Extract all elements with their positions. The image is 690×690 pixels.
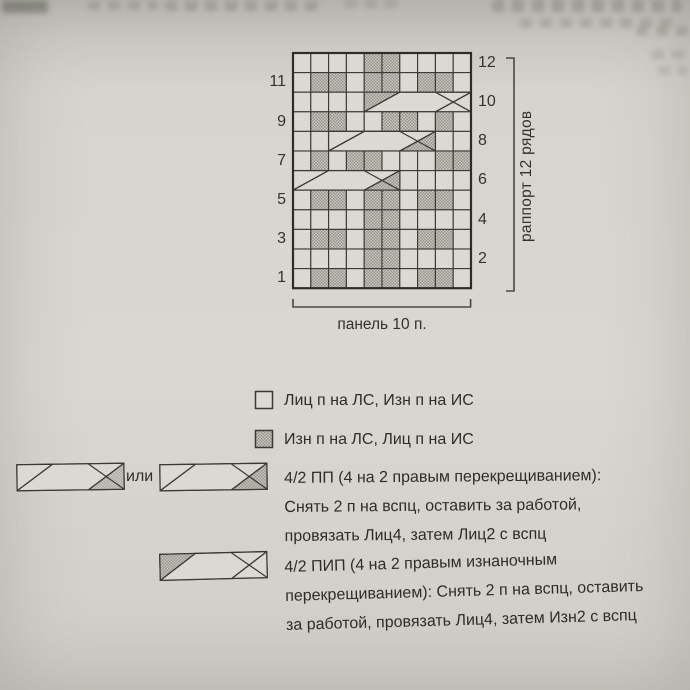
row-number-left-9: 9 <box>277 112 286 130</box>
legend-purl-square <box>256 431 273 448</box>
knitting-chart-grid <box>293 53 471 288</box>
row-number-left-3: 3 <box>277 230 286 248</box>
legend-pp-line-3: провязать Лиц4, затем Лиц2 с вспц <box>284 525 547 545</box>
legend-knit-square <box>256 392 273 409</box>
cable-4-2-pip-row-10 <box>364 92 471 112</box>
legend-pip-line-3: за работой, провязать Лиц4, затем Изн2 с вспц <box>285 607 637 634</box>
legend-or-label: или <box>126 468 154 485</box>
legend-pip-line-1: 4/2 ПИП (4 на 2 правым изнаночным <box>284 551 558 576</box>
row-number-left-11: 11 <box>269 73 286 91</box>
cable-4-2-pp-row-8 <box>329 131 436 151</box>
row-number-left-7: 7 <box>277 151 286 169</box>
legend-pp-description <box>284 461 602 551</box>
legend-pip-description <box>284 543 645 640</box>
row-number-right-8: 8 <box>478 132 487 150</box>
row-number-left-5: 5 <box>277 191 286 208</box>
row-number-right-10: 10 <box>478 93 496 110</box>
legend-pp-symbol-variant-1 <box>17 463 124 490</box>
cable-4-2-pp-row-6 <box>293 171 400 191</box>
row-number-left-1: 1 <box>277 269 286 287</box>
legend-pp-line-1: 4/2 ПП (4 на 2 правым перекрещиванием): <box>284 467 602 487</box>
legend-pp-symbol-variant-2 <box>160 463 267 490</box>
rapport-bracket-label: раппорт 12 рядов <box>518 110 535 242</box>
row-number-right-4: 4 <box>478 210 487 228</box>
row-number-right-6: 6 <box>478 171 487 189</box>
legend-pp-line-2: Снять 2 п на вспц, оставить за работой, <box>284 496 582 516</box>
row-number-right-2: 2 <box>478 249 487 267</box>
row-number-right-12: 12 <box>478 53 496 71</box>
panel-width-label: панель 10 п. <box>337 316 427 333</box>
panel-bracket <box>293 299 471 307</box>
legend-purl-label: Изн п на ЛС, Лиц п на ИС <box>284 431 474 448</box>
legend-pip-line-2: перекрещиванием): Снять 2 п на вспц, оставить <box>284 577 644 605</box>
legend-knit-label: Лиц п на ЛС, Изн п на ИС <box>284 392 474 409</box>
legend-pip-symbol <box>160 552 268 581</box>
